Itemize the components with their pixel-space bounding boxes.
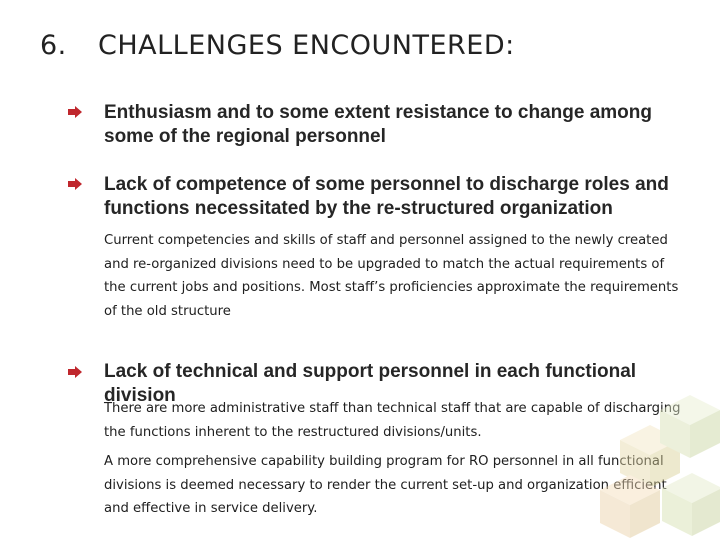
bullet-2-text: Lack of competence of some personnel to discharge roles and functions necessitated by the re-structured organization — [104, 174, 669, 219]
arrow-bullet-icon — [68, 106, 82, 118]
detail-paragraph: Current competencies and skills of staff and personnel assigned to the newly created and re-organized divisions need to be upgraded to match the actual requirements of the current jobs and positions. Most staff’s proficiencies approximate the requirements of the old structure — [104, 233, 679, 319]
detail-paragraph: There are more administrative staff than technical staff that are capable of discharging the functions inherent to the restructured divisions/units. — [104, 401, 681, 440]
title-text: CHALLENGES ENCOUNTERED: — [98, 30, 515, 61]
title-number: 6. — [40, 30, 67, 61]
arrow-bullet-icon — [68, 366, 82, 378]
decorative-cubes — [580, 370, 720, 540]
arrow-bullet-icon — [68, 178, 82, 190]
slide-title — [40, 30, 515, 61]
detail-paragraph: A more comprehensive capability building program for RO personnel in all functional divisions is deemed necessary to render the current set-up and organization efficient and effective in service delivery. — [104, 454, 667, 516]
bullet-1-text: Enthusiasm and to some extent resistance to change among some of the regional personnel — [104, 102, 652, 147]
bullet-2-detail — [104, 229, 684, 323]
bullet-3-text: Lack of technical and support personnel in each functional division — [104, 361, 637, 406]
